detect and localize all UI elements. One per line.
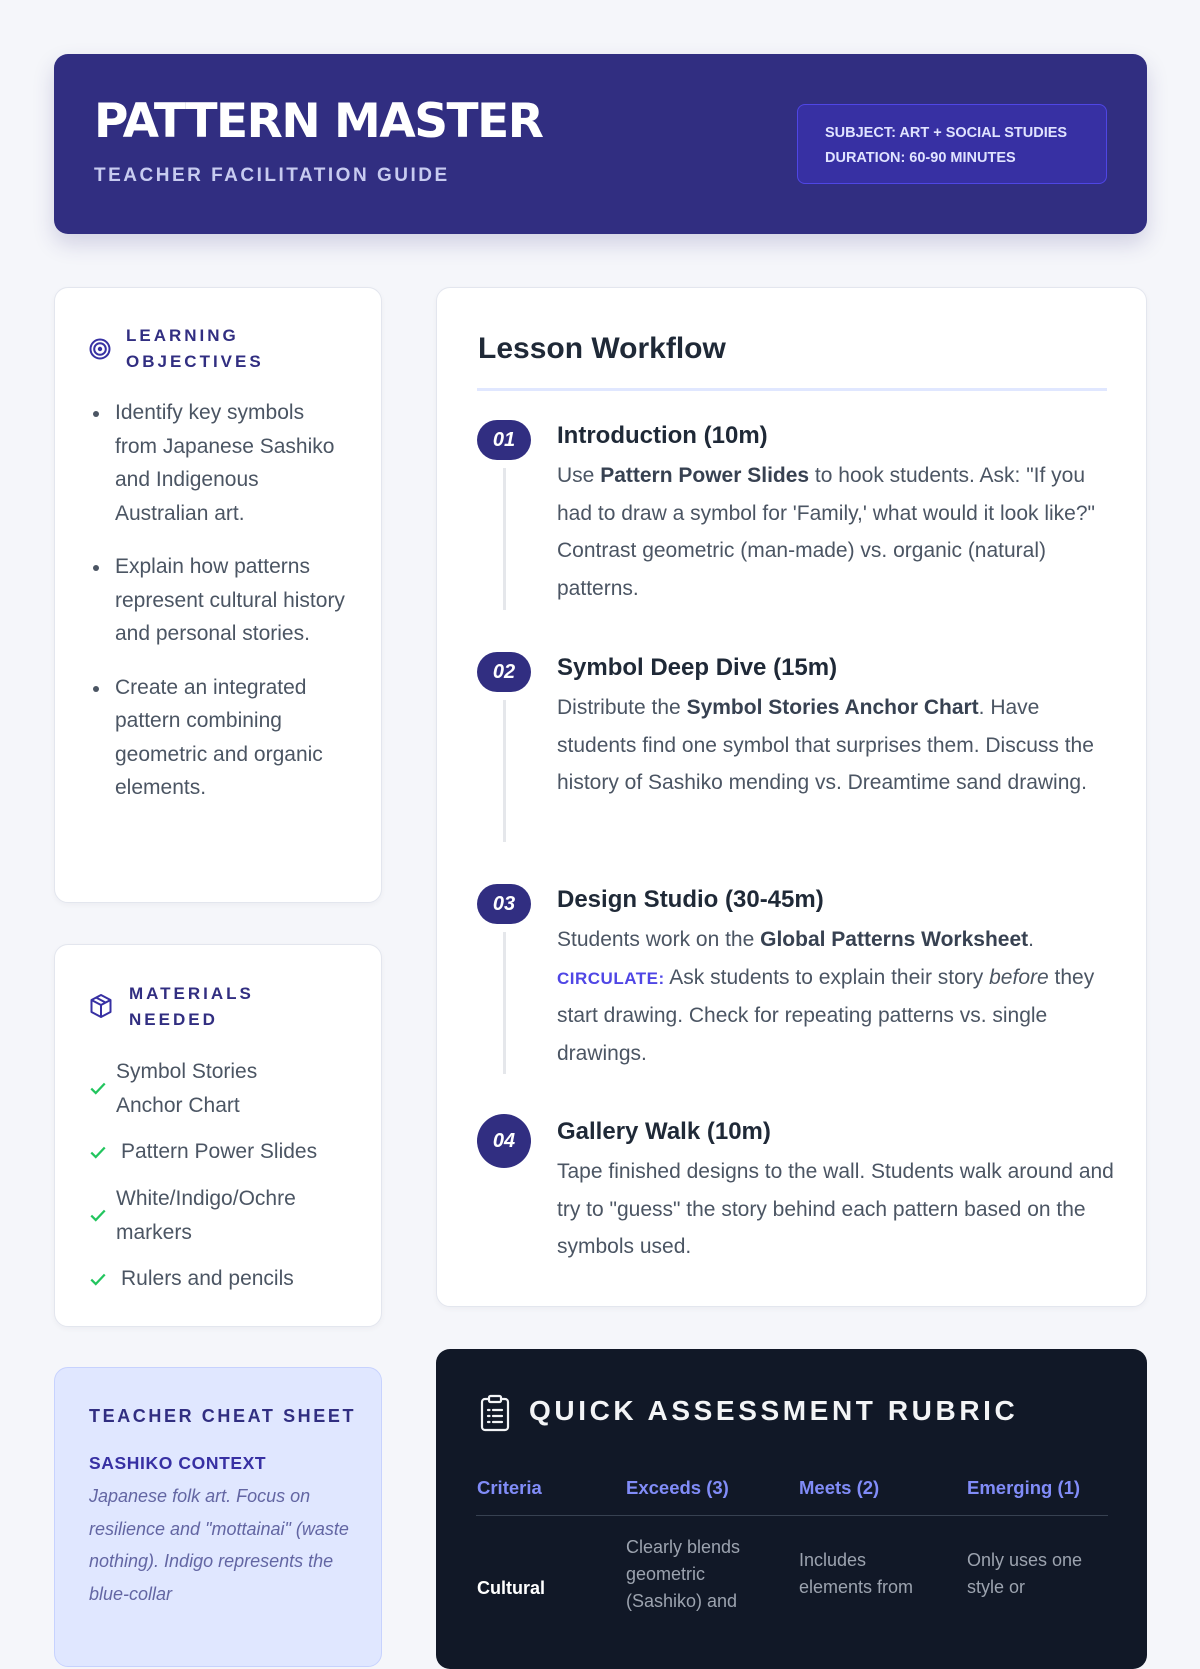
step-number-badge: 02 [477,652,531,692]
rubric-emerging-cell: Only uses one style or [967,1550,1083,1597]
cheat-sheet-card [54,1367,382,1667]
rubric-header-meets: Meets (2) [799,1477,880,1498]
material-label: Pattern Power Slides [121,1140,318,1163]
step-description: Students work on the Global Patterns Worksheet. CIRCULATE: Ask students to explain their story before they start drawing. Check for repeating patterns vs. single drawings. [557,928,1095,1066]
lesson-meta-box [797,104,1107,184]
material-label: White/Indigo/Ochre markers [116,1187,296,1244]
workflow-divider [477,388,1107,391]
rubric-divider [476,1515,1108,1516]
step-title: Symbol Deep Dive (15m) [557,654,838,681]
cheat-sheet-subtitle: SASHIKO CONTEXT [89,1453,267,1473]
step-number-badge: 04 [477,1114,531,1168]
step-connector [503,700,506,842]
resource-name: Pattern Power Slides [600,464,810,487]
step-number-badge: 03 [477,884,531,924]
step-title: Design Studio (30-45m) [557,886,824,913]
materials-heading [129,981,254,1033]
step-description: Distribute the Symbol Stories Anchor Chart. Have students find one symbol that surprises them. Discuss the history of Sashiko mending vs. Dreamtime sand drawing. [557,696,1094,795]
resource-name: Symbol Stories Anchor Chart [686,696,979,719]
cube-icon [89,993,113,1019]
page-subtitle: TEACHER FACILITATION GUIDE [94,165,450,186]
rubric-exceeds-cell: Clearly blends geometric (Sashiko) and [626,1537,741,1611]
rubric-meets-cell: Includes elements from [799,1550,914,1597]
duration-label: DURATION: 60-90 MINUTES [825,150,1016,166]
step-description: Tape finished designs to the wall. Students walk around and try to "guess" the story behind each pattern based on the symbols used. [557,1160,1114,1259]
cheat-sheet-title: TEACHER CHEAT SHEET [89,1406,357,1426]
rubric-header-exceeds: Exceeds (3) [626,1477,729,1498]
circulate-label: CIRCULATE: [557,968,665,988]
objectives-card [54,287,382,903]
workflow-title: Lesson Workflow [478,332,726,365]
page-title: PATTERN MASTER [94,94,543,149]
objectives-heading-line-1: LEARNING [126,326,239,345]
check-icon [89,1079,107,1097]
check-icon [89,1143,107,1161]
clipboard-icon [479,1394,511,1432]
step-connector [503,932,506,1074]
rubric-criteria-cell: Cultural [477,1578,546,1598]
rubric-header-emerging: Emerging (1) [967,1477,1081,1498]
target-icon [89,338,111,360]
materials-card [54,944,382,1327]
step-title: Introduction (10m) [557,422,768,449]
header-banner [54,54,1147,234]
list-item: Create an integrated pattern combining geometric and organic elements. [115,671,347,805]
objectives-list [115,396,347,825]
subject-label: SUBJECT: ART + SOCIAL STUDIES [825,125,1068,141]
materials-heading-line-1: MATERIALS [129,984,254,1003]
rubric-header-criteria: Criteria [477,1477,542,1498]
resource-name: Global Patterns Worksheet [760,928,1029,951]
check-icon [89,1206,107,1224]
list-item: Identify key symbols from Japanese Sashiko and Indigenous Australian art. [115,396,347,530]
workflow-card [436,287,1147,1307]
objectives-heading-line-2: OBJECTIVES [126,352,264,371]
step-number-badge: 01 [477,420,531,460]
list-item: Explain how patterns represent cultural history and personal stories. [115,550,347,651]
step-title: Gallery Walk (10m) [557,1118,771,1145]
check-icon [89,1270,107,1288]
material-label: Symbol Stories Anchor Chart [116,1060,258,1117]
material-label: Rulers and pencils [121,1267,294,1290]
rubric-title: QUICK ASSESSMENT RUBRIC [529,1395,1019,1426]
materials-heading-line-2: NEEDED [129,1010,218,1029]
step-connector [503,468,506,610]
rubric-panel [436,1349,1147,1669]
step-description: Use Pattern Power Slides to hook students. Ask: "If you had to draw a symbol for 'Family,' what would it look like?" Contrast geometric (man-made) vs. organic (natural) patterns. [557,464,1095,601]
objectives-heading [126,323,264,375]
cheat-sheet-body: Japanese folk art. Focus on resilience and "mottainai" (waste nothing). Indigo represents the blue-collar [89,1486,349,1604]
